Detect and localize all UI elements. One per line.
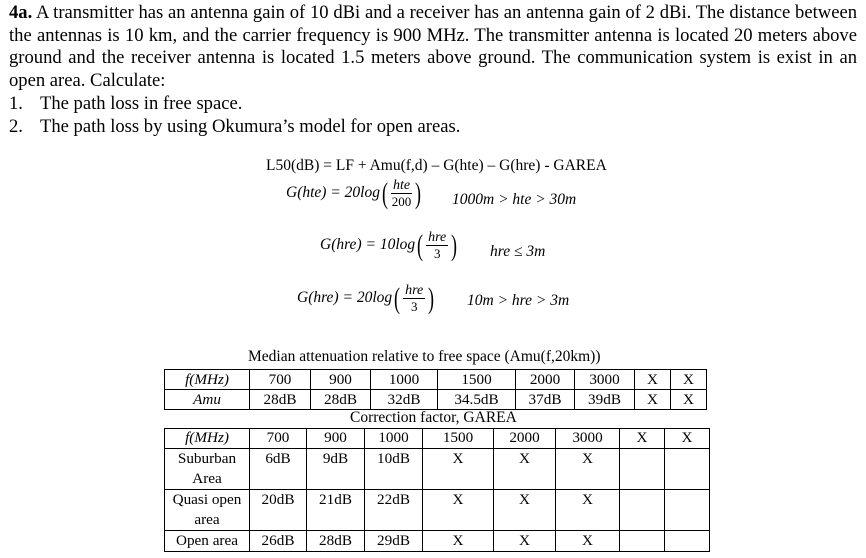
question-text: The path loss by using Okumura’s model for open areas. [40,116,461,137]
attenuation-table [164,369,707,410]
g-hre-high-lhs: G(hre) = 20log [297,289,393,307]
g-hte-formula: G(hte) = 20log( $\frac{\text{hte}}{200}$ ) [286,176,422,210]
problem-label: 4a. [9,2,33,23]
table-cell: X [620,429,665,449]
table-cell: 22dB [365,490,423,531]
table-cell: 26dB [250,531,307,552]
table-cell: X [494,449,556,490]
g-hre-low-lhs: G(hre) = 10log [320,236,416,254]
table-cell: 28dB [250,390,311,410]
table-cell: 2000 [494,429,556,449]
problem-text: A transmitter has an antenna gain of 10 dBi and a receiver has an antenna gain of 2 dBi. The distance between the antennas is 10 km, and the carrier frequency is 900 MHz. The transmitter antenna is located 20 meters above ground and the receiver antenna is located 1.5 meters above ground. The communication system is exist in an open area. Calculate: [9,2,857,91]
table-cell [665,490,710,531]
table-cell: 1500 [438,370,516,390]
table-cell [620,490,665,531]
table-row [165,390,707,410]
row-label: Open area [165,531,250,552]
table-cell: X [494,531,556,552]
table-cell: X [671,370,707,390]
table-cell: 34.5dB [438,390,516,410]
table-row [165,490,710,531]
g-hre-low-condition: hre ≤ 3m [490,243,546,260]
table-cell: 700 [250,429,307,449]
list-item [9,92,460,115]
table-cell: 10dB [365,449,423,490]
table-cell: Amu [165,390,250,410]
okumura-formula-text: L50(dB) = LF + Amu(f,d) – G(hte) – G(hre) - GAREA [266,157,607,174]
g-hre-high-condition: 10m > hre > 3m [467,292,570,309]
table-cell: 9dB [307,449,365,490]
problem-statement [9,2,857,92]
table-cell: X [665,429,710,449]
table-cell: 900 [311,370,371,390]
table-cell: X [423,490,494,531]
g-hte-lhs: G(hte) = 20log [286,184,380,202]
table-cell: X [494,490,556,531]
table-cell: 1000 [371,370,438,390]
table-cell: 6dB [250,449,307,490]
question-number: 1. [9,93,23,114]
table-cell: X [671,390,707,410]
g-hre-high-denominator: 3 [410,299,418,314]
table-cell: 2000 [516,370,575,390]
question-number: 2. [9,116,23,137]
table-cell: X [635,390,671,410]
table-row [165,449,710,490]
table-row [165,531,710,552]
table-cell: X [556,531,620,552]
table-cell [665,531,710,552]
g-hre-high-formula: G(hre) = 20log( $\frac{\text{hre}}{3}$ ) [297,281,435,315]
g-hte-denominator: 200 [391,194,412,209]
row-label: Quasi open area [165,490,250,531]
row-label: Suburban Area [165,449,250,490]
list-item [9,115,460,138]
table-cell: f(MHz) [165,370,250,390]
question-list [9,92,460,138]
g-hre-low-numerator: hre [428,230,447,245]
table-cell [620,449,665,490]
table-cell: 39dB [575,390,635,410]
table-cell: 3000 [575,370,635,390]
table-row [165,370,707,390]
table-cell: 28dB [307,531,365,552]
g-hre-high-numerator: hre [405,283,424,298]
table-cell [620,531,665,552]
g-hte-numerator: hte [392,178,411,193]
table-cell: X [423,449,494,490]
table-cell: 32dB [371,390,438,410]
table-row [165,429,710,449]
table-cell: 900 [307,429,365,449]
table-cell: X [556,449,620,490]
table-cell: 3000 [556,429,620,449]
table-cell: 28dB [311,390,371,410]
okumura-formula [266,157,607,175]
g-hre-low-denominator: 3 [433,246,441,261]
table-cell: X [635,370,671,390]
correction-table [164,428,710,552]
table-cell: X [556,490,620,531]
table-cell: 21dB [307,490,365,531]
table-cell: 700 [250,370,311,390]
table-cell: 29dB [365,531,423,552]
table-cell: f(MHz) [165,429,250,449]
g-hte-condition: 1000m > hte > 30m [452,191,577,208]
table-cell [665,449,710,490]
table-cell: 37dB [516,390,575,410]
table-cell: 1500 [423,429,494,449]
attenuation-caption: Median attenuation relative to free space (Amu(f,20km)) [248,348,601,365]
question-text: The path loss in free space. [40,93,243,114]
g-hre-low-formula: G(hre) = 10log( $\frac{\text{hre}}{3}$ ) [320,228,458,262]
correction-caption: Correction factor, GAREA [350,409,517,426]
table-cell: 20dB [250,490,307,531]
table-cell: 1000 [365,429,423,449]
table-cell: X [423,531,494,552]
